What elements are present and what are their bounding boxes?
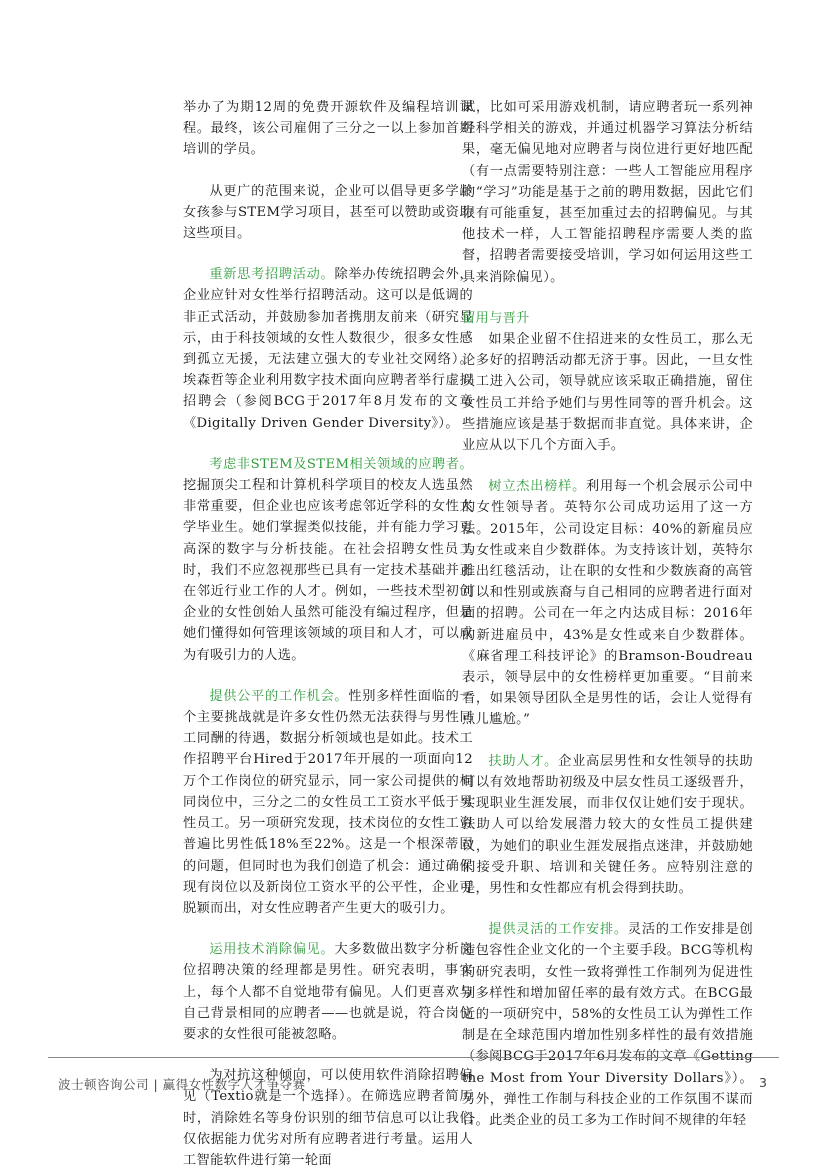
lead-phrase: 提供灵活的工作安排。 xyxy=(488,922,628,938)
footer-divider xyxy=(48,1057,779,1058)
paragraph: 试，比如可采用游戏机制，请应聘者玩一系列神经科学相关的游戏，并通过机器学习算法分析结果，毫无偏见地对应聘者与岗位进行更好地匹配（有一点需要特别注意：一些人工智能应用程序的“学习”功能是基于之前的聘用数据，因此它们很有可能重复，甚至加重过去的招聘偏见。与其他技术一样，人工智能招聘程序需要人类的监督，招聘者需要接受培训，学习如何运用这些工具来消除偏见）。 xyxy=(462,100,753,285)
paragraph: 从更广的范围来说，企业可以倡导更多学龄女孩参与STEM学习项目，甚至可以赞助或资助这些项目。 xyxy=(183,183,473,242)
paragraph xyxy=(183,686,473,919)
paragraph-body: 除举办传统招聘会外，企业应针对女性举行招聘活动。这可以是低调的非正式活动，并鼓励参加者携朋友前来（研究显示，由于科技领域的女性人数很少，很多女性感到孤立无援，无法建立强大的专业社交网络）。埃森哲等企业利用数字技术面向应聘者举行虚拟招聘会（参阅BCG于2017年8月发布的文章《Digitally Driven Gender Diversity》）。 xyxy=(183,267,474,431)
lead-phrase: 考虑非STEM及STEM相关领域的应聘者。 xyxy=(209,456,473,472)
paragraph: 为对抗这种倾向，可以使用软件消除招聘偏见（Textio就是一个选择）。在筛选应聘者简历时，消除姓名等身份识别的细节信息可以让我们仅依据能力优劣对所有应聘者进行考量。运用人工智能软件进行第一轮面 xyxy=(183,1068,473,1168)
left-column xyxy=(183,97,473,1171)
lead-phrase: 重新思考招聘活动。 xyxy=(209,267,335,283)
paragraph-body: 大多数做出数字分析岗位招聘决策的经理都是男性。研究表明，事实上，每个人都不自觉地带有偏见。人们更喜欢与自己背景相同的应聘者——也就是说，符合岗位要求的女性很可能被忽略。 xyxy=(183,942,474,1042)
paragraph xyxy=(462,476,753,730)
paragraph-body: 企业高层男性和女性领导的扶助可以有效地帮助初级及中层女性员工逐级晋升，实现职业生涯发展，而非仅仅让她们安于现状。扶助人可以给发展潜力较大的女性员工提供建议，为她们的职业生涯发展指点迷津，并鼓励她们接受升职、培训和关键任务。应特别注意的是，男性和女性都应有机会得到扶助。 xyxy=(462,753,754,896)
paragraph xyxy=(183,264,473,434)
paragraph-body: 性别多样性面临的一个主要挑战就是许多女性仍然无法获得与男性同工同酬的待遇，数据分析领域也是如此。技术工作招聘平台Hired于2017年开展的一项面向12万个工作岗位的研究显示，同一家公司提供的相同岗位中，三分之二的女性员工工资水平低于男性员工。另一项研究发现，技术岗位的女性工资普遍比男性低18%至22%。这是一个根深蒂固的问题，但同时也为我们创造了机会：通过确保现有岗位以及新岗位工资水平的公平性，企业可脱颖而出，对女性应聘者产生更大的吸引力。 xyxy=(183,688,474,916)
paragraph-body: 利用每一个机会展示公司中的女性领导者。英特尔公司成功运用了这一方法。2015年，公司设定目标：40%的新雇员应为女性或来自少数群体。为支持该计划，英特尔推出红毯活动，让在职的女性和少数族裔的高管可以和性别或族裔与自己相同的应聘者进行面对面的招聘。公司在一年之内达成目标：2016年的新进雇员中，43%是女性或来自少数群体。《麻省理工科技评论》的Bramson-Boudreau表示，领导层中的女性榜样更加重要。“目前来看，如果领导团队全是男性的话，会让人觉得有点儿尴尬。” xyxy=(462,479,753,728)
footer-source: 波士顿咨询公司 | 赢得女性数字人才争夺赛 xyxy=(58,1077,306,1092)
paragraph xyxy=(183,454,473,666)
paragraph: 举办了为期12周的免费开源软件及编程培训课程。最终，该公司雇佣了三分之一以上参加首期培训的学员。 xyxy=(183,100,473,158)
lead-phrase: 提供公平的工作机会。 xyxy=(209,688,349,704)
paragraph xyxy=(462,919,753,1131)
paragraph xyxy=(183,939,473,1045)
lead-phrase: 树立杰出榜样。 xyxy=(488,479,587,495)
paragraph-body: 灵活的工作安排是创造包容性企业文化的一个主要手段。BCG等机构的研究表明，女性一致将弹性工作制列为促进性别多样性和增加留任率的最有效方式。在BCG最近的一项研究中，58%的女性员工认为弹性工作制是在全球范围内增加性别多样性的最有效措施（参阅BCG于2017年6月发布的文章《Getting the Most from Your Diversity Dollars》）。另外，弹性工作制与科技企业的工作氛围不谋而合。此类企业的员工多为工作时间不规律的年轻 xyxy=(462,922,753,1128)
page-number: 3 xyxy=(759,1075,767,1090)
paragraph-body: 挖掘顶尖工程和计算机科学项目的校友人选虽然非常重要，但企业也应该考虑邻近学科的女性大学毕业生。她们掌握类似技能，并有能力学习更高深的数字与分析技能。在社会招聘女性员工时，我们不应忽视那些已具有一定技术基础并正在邻近行业工作的人才。例如，一些技术型初创企业的女性创始人虽然可能没有编过程序，但是她们懂得如何管理该领域的项目和人才，可以成为有吸引力的人选。 xyxy=(183,478,473,663)
lead-phrase: 运用技术消除偏见。 xyxy=(209,942,335,958)
section-heading: 留用与晋升 xyxy=(462,310,530,326)
page-footer xyxy=(0,1057,827,1097)
paragraph xyxy=(462,751,753,899)
right-column xyxy=(462,97,753,1131)
paragraph: 如果企业留不住招进来的女性员工，那么无论多好的招聘活动都无济于事。因此，一旦女性员工进入公司，领导就应该采取正确措施，留住女性员工并给予她们与男性同等的晋升机会。这些措施应该是基于数据而非直觉。具体来讲，企业应从以下几个方面入手。 xyxy=(462,332,753,454)
lead-phrase: 扶助人才。 xyxy=(488,753,559,769)
